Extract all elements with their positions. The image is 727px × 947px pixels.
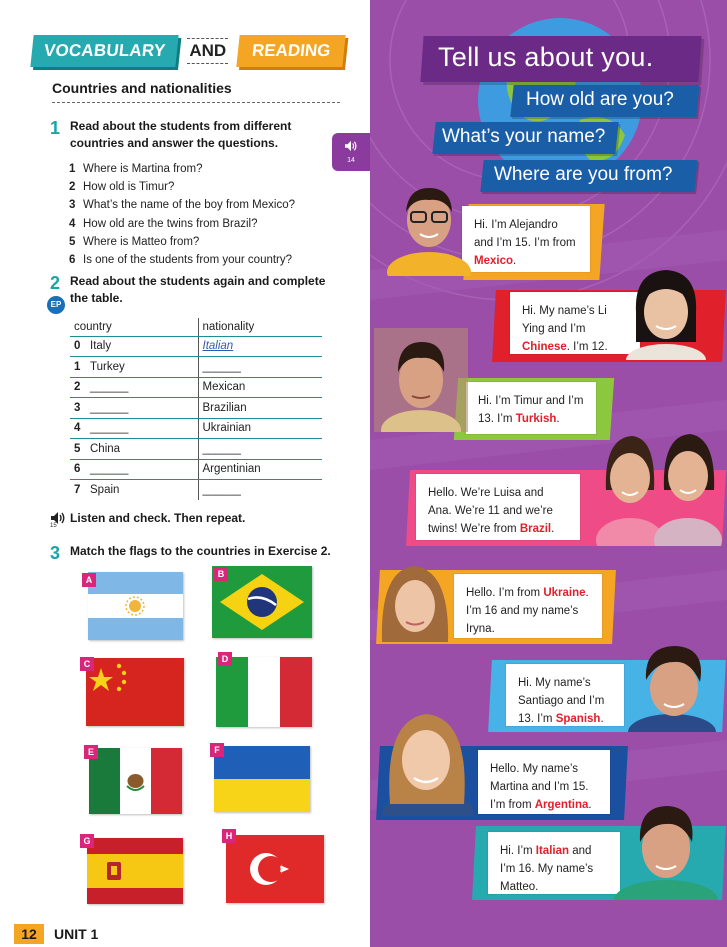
avatar bbox=[376, 700, 480, 816]
table-row: 2 ______ Mexican bbox=[70, 377, 322, 398]
blank-field[interactable]: ______ bbox=[90, 422, 129, 435]
spain-flag[interactable] bbox=[87, 838, 183, 904]
speaker-icon[interactable] bbox=[344, 140, 358, 152]
page-footer bbox=[14, 924, 98, 944]
table-row: 1 Turkey ______ bbox=[70, 357, 322, 378]
example-answer: Italian bbox=[202, 340, 234, 353]
avatar bbox=[606, 796, 724, 900]
card-matteo: Hi. I’m Italian and I’m 16. My name’s Matteo. bbox=[488, 832, 620, 894]
audio-tab[interactable] bbox=[332, 133, 370, 171]
exercise-3 bbox=[50, 543, 350, 563]
flag-label: B bbox=[214, 567, 228, 581]
list-item: 6 Is one of the students from your country? bbox=[69, 254, 293, 267]
listen-instruction[interactable]: Listen and check. Then repeat. bbox=[50, 511, 245, 525]
flag-label: F bbox=[210, 743, 224, 757]
list-item: 5 Where is Matteo from? bbox=[69, 235, 200, 248]
header-nationality: nationality bbox=[198, 318, 322, 336]
question-how-old: How old are you? bbox=[526, 89, 674, 110]
italy-flag[interactable] bbox=[216, 657, 312, 727]
table-row: 5 China ______ bbox=[70, 439, 322, 460]
card-timur: Hi. I’m Timur and I’m 13. I’m Turkish. bbox=[466, 382, 596, 434]
blank-field[interactable]: ______ bbox=[202, 484, 241, 496]
china-flag[interactable] bbox=[86, 658, 184, 726]
card-martina: Hello. My name’s Martina and I’m 15. I’m from Argentina. bbox=[478, 750, 610, 814]
header-country: country bbox=[70, 318, 198, 336]
unit-label: UNIT 1 bbox=[54, 926, 99, 942]
table-row: 7 Spain ______ bbox=[70, 480, 322, 501]
section-title: Countries and nationalities bbox=[52, 80, 340, 103]
banner-vocabulary: VOCABULARY bbox=[30, 35, 179, 67]
banner-reading: READING bbox=[236, 35, 346, 67]
flag-label: E bbox=[84, 745, 98, 759]
table-row: 0 Italy Italian bbox=[70, 336, 322, 357]
track-number: 14 bbox=[347, 157, 355, 164]
section-banner bbox=[32, 34, 345, 68]
blank-field[interactable]: ______ bbox=[90, 381, 129, 394]
avatar bbox=[620, 636, 724, 732]
ep-badge[interactable]: EP bbox=[47, 296, 65, 314]
argentina-flag[interactable] bbox=[88, 572, 183, 640]
reading-title: Tell us about you. bbox=[438, 42, 654, 72]
exercise-number: 3 bbox=[50, 543, 61, 563]
blank-field[interactable]: ______ bbox=[90, 401, 129, 414]
card-luisa-ana: Hello. We’re Luisa and Ana. We’re 11 and we’re twins! We’re from Brazil. bbox=[416, 474, 580, 540]
exercise-2 bbox=[50, 273, 350, 309]
exercise-instruction: Match the flags to the countries in Exercise 2. bbox=[70, 544, 331, 558]
table-row: 4 ______ Ukrainian bbox=[70, 418, 322, 439]
card-li-ying: Hi. My name’s Li Ying and I’m Chinese. I’m 12. bbox=[510, 292, 640, 354]
exercise-number: 1 bbox=[50, 118, 61, 138]
list-item: 3 What’s the name of the boy from Mexico? bbox=[69, 199, 295, 212]
flag-label: D bbox=[218, 652, 232, 666]
ukraine-flag[interactable] bbox=[214, 746, 310, 812]
page-number: 12 bbox=[14, 924, 44, 944]
avatar bbox=[594, 420, 724, 546]
question-where-from: Where are you from? bbox=[494, 164, 673, 185]
exercise-number: 2 bbox=[50, 273, 61, 293]
flag-label: H bbox=[222, 829, 236, 843]
question-name: What’s your name? bbox=[442, 126, 606, 147]
banner-and: AND bbox=[187, 38, 228, 64]
table-row: 6 ______ Argentinian bbox=[70, 459, 322, 480]
exercise-instruction: Read about the students again and complete the table. bbox=[70, 274, 326, 305]
turkey-flag[interactable] bbox=[226, 835, 324, 903]
avatar bbox=[374, 328, 468, 432]
table-row: 3 ______ Brazilian bbox=[70, 398, 322, 419]
exercise-instruction: Read about the students from different countries and answer the questions. bbox=[70, 119, 292, 150]
avatar bbox=[374, 552, 456, 646]
list-item: 1 Where is Martina from? bbox=[69, 163, 203, 175]
question-list bbox=[69, 160, 295, 269]
blank-field[interactable]: ______ bbox=[198, 357, 322, 378]
flag-label: A bbox=[82, 573, 96, 587]
card-iryna: Hello. I’m from Ukraine. I’m 16 and my name’s Iryna. bbox=[454, 574, 602, 638]
table-header bbox=[70, 318, 322, 336]
card-alejandro: Hi. I’m Alejandro and I’m 15. I’m from Mexico. bbox=[462, 206, 590, 272]
avatar bbox=[384, 176, 474, 276]
track-number: 15 bbox=[50, 523, 57, 529]
list-item: 2 How old is Timur? bbox=[69, 181, 175, 194]
card-santiago: Hi. My name’s Santiago and I’m 13. I’m Spanish. bbox=[506, 664, 624, 726]
flag-label: C bbox=[80, 657, 94, 671]
mexico-flag[interactable] bbox=[89, 748, 182, 814]
right-page bbox=[370, 0, 727, 947]
avatar bbox=[616, 262, 716, 360]
nationality-table bbox=[70, 318, 322, 500]
blank-field[interactable]: ______ bbox=[198, 439, 322, 460]
exercise-1 bbox=[50, 118, 350, 154]
flag-label: G bbox=[80, 834, 94, 848]
list-item: 4 How old are the twins from Brazil? bbox=[69, 217, 258, 230]
blank-field[interactable]: ______ bbox=[90, 463, 129, 476]
